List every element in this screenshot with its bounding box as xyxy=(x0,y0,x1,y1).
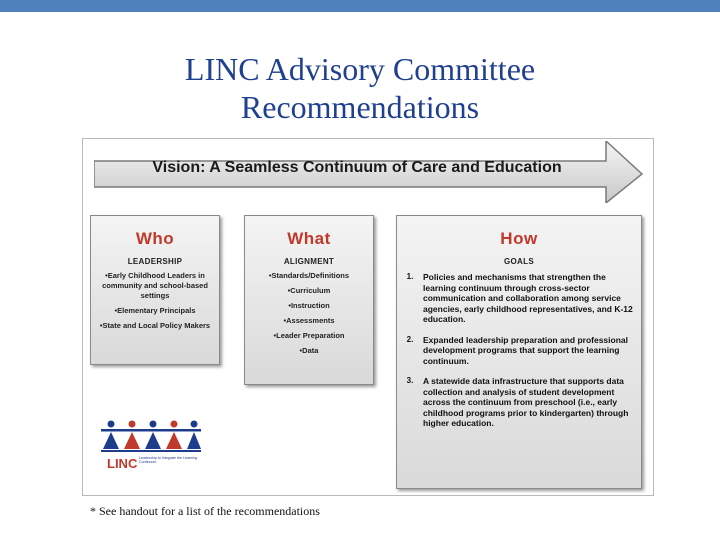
diagram-frame xyxy=(82,138,654,496)
what-heading: What xyxy=(287,229,331,248)
who-subheading: LEADERSHIP xyxy=(127,257,183,266)
who-item: •Elementary Principals xyxy=(114,306,196,315)
goal-text: Expanded leadership preparation and professional development programs that support the learning continuum. xyxy=(423,334,628,366)
goal-number: 2. xyxy=(406,334,414,344)
who-heading: Who xyxy=(135,229,175,248)
slide-title-line-2: Recommendations xyxy=(240,89,480,125)
who-panel xyxy=(90,215,220,365)
what-item: •Curriculum xyxy=(287,286,331,295)
what-subheading: ALIGNMENT xyxy=(283,257,335,266)
what-item: •Standards/Definitions xyxy=(268,271,350,280)
goal-number: 3. xyxy=(406,376,414,385)
what-item: •Data xyxy=(299,346,319,355)
footnote: * See handout for a list of the recommendations xyxy=(90,504,320,518)
who-item: •State and Local Policy Makers xyxy=(99,321,211,330)
people-figures-icon xyxy=(99,419,209,455)
who-item: •Early Childhood Leaders in community and school-based settings xyxy=(102,271,208,300)
logo-tagline: Leadership to Integrate the Learning Continuum xyxy=(139,456,197,465)
slide-title-line-1: LINC Advisory Committee xyxy=(184,51,536,87)
goal-text: A statewide data infrastructure that supports data collection and analysis of student development across the continuum from preschool (i.e., early childhood programs prior to kindergarten) through higher education. xyxy=(423,376,629,428)
goal-number: 1. xyxy=(406,272,414,281)
vision-statement: Vision: A Seamless Continuum of Care and Education xyxy=(152,159,562,176)
linc-logo xyxy=(99,419,209,473)
goal-item xyxy=(397,376,641,429)
goal-item xyxy=(397,272,641,325)
what-item: •Instruction xyxy=(288,301,330,310)
how-subheading: GOALS xyxy=(504,257,534,266)
top-accent-bar xyxy=(0,0,720,12)
what-item: •Assessments xyxy=(283,316,335,325)
what-panel xyxy=(244,215,374,385)
what-item: •Leader Preparation xyxy=(273,331,345,340)
how-panel xyxy=(396,215,642,489)
goal-text: Policies and mechanisms that strengthen the learning continuum through cross-sector communication and collaboration among service agencies, early childhood representatives, and K-12 education. xyxy=(423,272,633,324)
slide-title xyxy=(0,50,720,126)
logo-name: LINC xyxy=(107,456,138,471)
how-heading: How xyxy=(500,229,538,248)
goal-item xyxy=(397,335,641,367)
